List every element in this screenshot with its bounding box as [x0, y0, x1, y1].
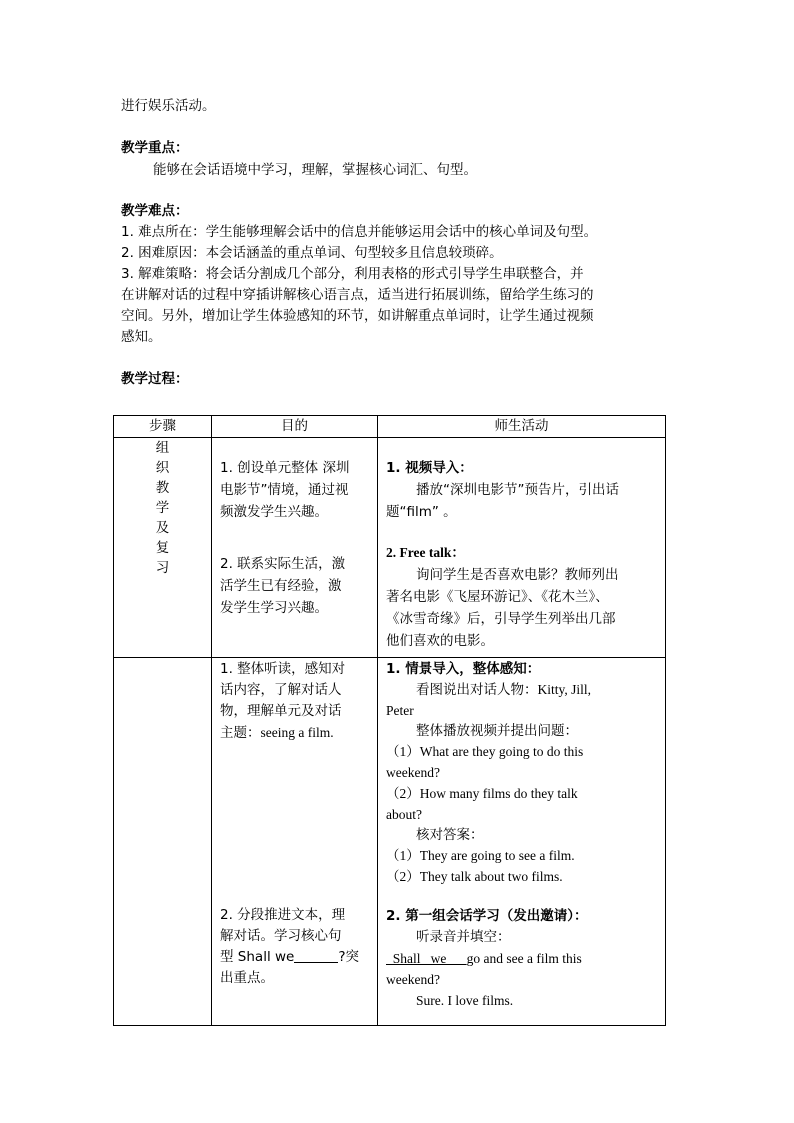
intro-line: 进行娱乐活动。 [121, 98, 216, 114]
step-cell-empty [114, 658, 212, 1026]
difficulty-item-3-line-3: 空间。另外，增加让学生体验感知的环节，如讲解重点单词时，让学生通过视频 [121, 308, 594, 324]
step-char: 及 [155, 520, 170, 536]
purpose-text: 型 Shall we [220, 949, 295, 965]
difficulties-heading: 教学难点： [121, 203, 189, 219]
purpose-cell [212, 438, 378, 658]
activity-cell [378, 658, 666, 1026]
difficulty-item-1: 1. 难点所在：学生能够理解会话中的信息并能够运用会话中的核心单词及句型。 [121, 224, 598, 240]
purpose-line: 发学生学习兴趣。 [220, 600, 328, 616]
purpose-line: 2. 联系实际生活，激 [220, 556, 346, 572]
fill-blank [294, 948, 338, 963]
activity-line: about? [386, 806, 422, 822]
activity-line: 整体播放视频并提出问题： [416, 723, 578, 740]
purpose-line: 活学生已有经验，激 [220, 578, 342, 594]
activity-line: weekend? [386, 764, 440, 780]
header-purpose: 目的 [212, 416, 378, 438]
activity-line: 他们喜欢的电影。 [386, 633, 494, 649]
difficulty-item-3-line-1: 3. 解难策略：将会话分割成几个部分，利用表格的形式引导学生串联整合，并 [121, 266, 584, 282]
difficulty-item-3-line-4: 感知。 [121, 329, 162, 345]
activity-line: 播放“深圳电影节”预告片，引出话 [416, 482, 619, 498]
activity-line: （1）They are going to see a film. [386, 848, 575, 864]
difficulty-item-2: 2. 困难原因：本会话涵盖的重点单词、句型较多且信息较琐碎。 [121, 245, 503, 261]
step-char: 织 [155, 460, 170, 476]
header-activity: 师生活动 [378, 416, 666, 438]
step-char: 习 [155, 560, 170, 576]
activity-title: 2. Free talk： [386, 545, 465, 560]
table-row [114, 658, 666, 1026]
activity-line: Sure. I love films. [416, 993, 514, 1008]
header-step: 步骤 [114, 416, 212, 438]
step-char: 组 [155, 440, 170, 456]
step-char: 学 [155, 500, 170, 516]
activity-line: 著名电影《飞屋环游记》、《花木兰》、 [386, 589, 609, 605]
step-char: 复 [155, 540, 170, 556]
purpose-line: 解对话。学习核心句 [220, 928, 342, 944]
table-row [114, 438, 666, 658]
process-heading: 教学过程： [121, 371, 189, 387]
activity-line: （2）They talk about two films. [386, 868, 563, 884]
key-points-text: 能够在会话语境中学习，理解，掌握核心词汇、句型。 [153, 162, 477, 178]
activity-line: 询问学生是否喜欢电影？教师列出 [416, 567, 619, 583]
activity-line: 听录音并填空： [416, 929, 511, 945]
activity-line: weekend? [386, 972, 440, 987]
purpose-line: 1. 整体听读，感知对 [220, 661, 346, 677]
activity-line: Peter [386, 702, 414, 718]
fill-blank-answer: Shall we [386, 951, 467, 966]
activity-line: 题“film” 。 [386, 504, 457, 520]
activity-title: 1. 视频导入： [386, 460, 473, 476]
purpose-line: 出重点。 [220, 970, 274, 986]
activity-line: 《冰雪奇缘》后，引导学生列举出几部 [386, 611, 616, 627]
purpose-line: 1. 创设单元整体 深圳 [220, 460, 350, 476]
activity-text: go and see a film this [466, 951, 582, 966]
activity-line: 核对答案： [416, 827, 484, 844]
purpose-line: 电影节”情境，通过视 [220, 482, 349, 498]
activity-line: （2）How many films do they talk [386, 785, 578, 801]
purpose-text: ?突 [338, 949, 360, 965]
purpose-line: 频激发学生兴趣。 [220, 504, 328, 520]
activity-line: （1）What are they going to do this [386, 744, 584, 760]
step-cell-organize [114, 438, 212, 658]
activity-title: 2. 第一组会话学习（发出邀请）： [386, 908, 588, 924]
activity-line [386, 948, 587, 969]
activity-line: 看图说出对话人物：Kitty, Jill, [416, 681, 592, 697]
difficulty-item-3-line-2: 在讲解对话的过程中穿插讲解核心语言点，适当进行拓展训练，留给学生练习的 [121, 287, 594, 303]
purpose-line: 话内容，了解对话人 [220, 682, 342, 698]
activity-title: 1. 情景导入，整体感知： [386, 661, 541, 677]
teaching-process-table [113, 415, 666, 1026]
key-points-heading: 教学重点： [121, 140, 189, 156]
purpose-line: 主题：seeing a film. [220, 725, 334, 740]
step-char: 教 [155, 480, 170, 496]
purpose-line: 物，理解单元及对话 [220, 703, 342, 719]
purpose-cell [212, 658, 378, 1026]
purpose-line: 2. 分段推进文本，理 [220, 907, 346, 923]
table-header-row [114, 416, 666, 438]
activity-cell [378, 438, 666, 658]
purpose-line [220, 947, 359, 968]
